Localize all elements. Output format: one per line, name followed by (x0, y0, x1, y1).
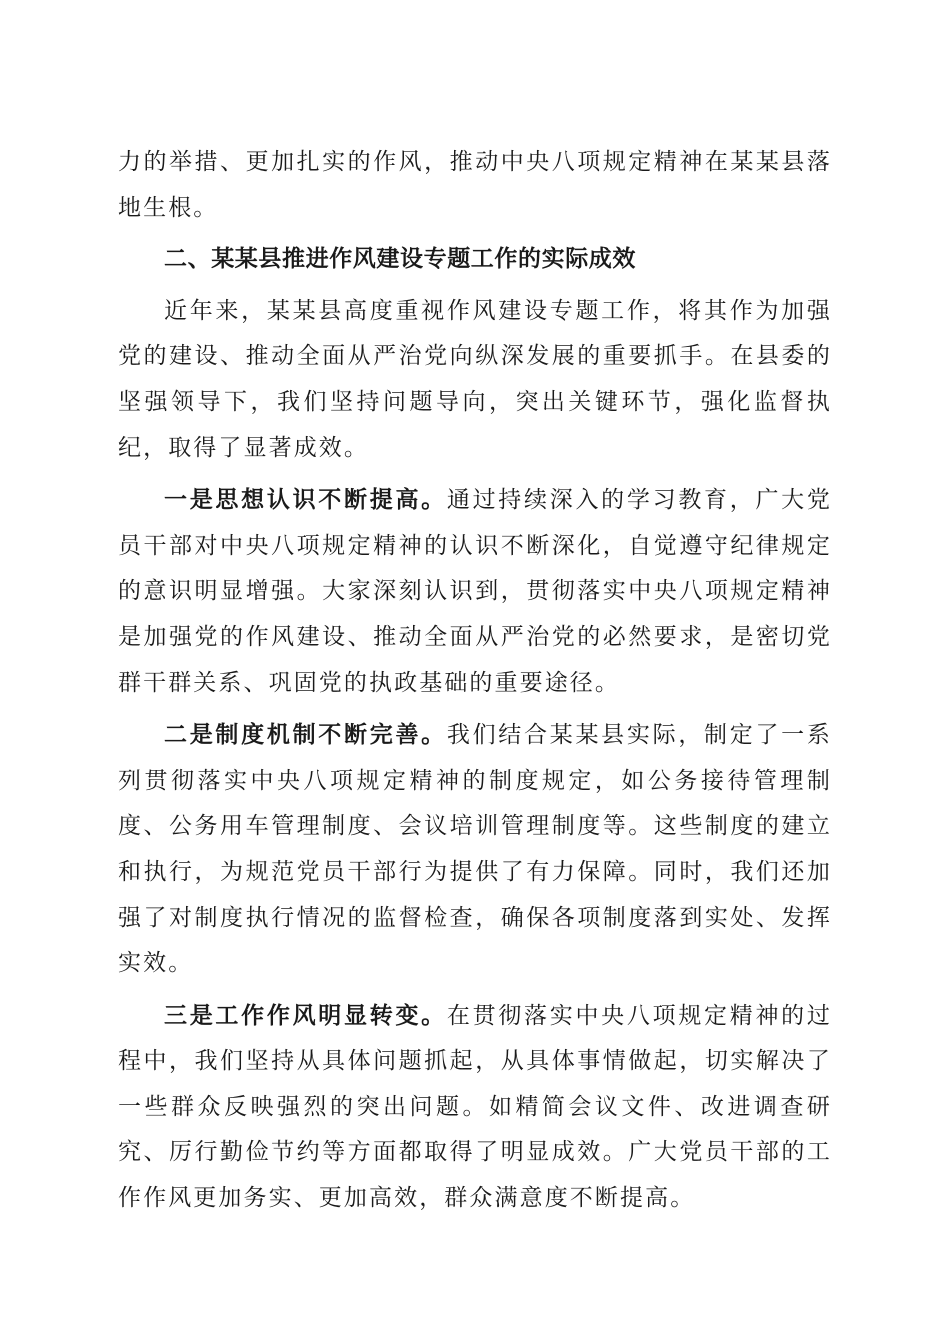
section-heading: 二、某某县推进作风建设专题工作的实际成效 (164, 246, 636, 273)
point-paragraph-1 (118, 477, 832, 706)
document-body (118, 140, 832, 1222)
point-paragraph-2 (118, 712, 832, 987)
point-body-2: 我们结合某某县实际，制定了一系列贯彻落实中央八项规定精神的制度规定，如公务接待管理制度、公务用车管理制度、会议培训管理制度等。这些制度的建立和执行，为规范党员干部行为提供了有力保障。同时，我们还加强了对制度执行情况的监督检查，确保各项制度落到实处、发挥实效。 (118, 722, 832, 977)
point-lead-1: 一是思想认识不断提高。 (164, 486, 447, 514)
point-lead-3: 三是工作作风明显转变。 (164, 1001, 447, 1029)
point-paragraph-3 (118, 993, 832, 1222)
point-body-1: 通过持续深入的学习教育，广大党员干部对中央八项规定精神的认识不断深化，自觉遵守纪律规定的意识明显增强。大家深刻认识到，贯彻落实中央八项规定精神是加强党的作风建设、推动全面从严治党的必然要求，是密切党群干群关系、巩固党的执政基础的重要途径。 (118, 487, 832, 696)
intro-paragraph: 近年来，某某县高度重视作风建设专题工作，将其作为加强党的建设、推动全面从严治党向纵深发展的重要抓手。在县委的坚强领导下，我们坚持问题导向，突出关键环节，强化监督执纪，取得了显著成效。 (118, 297, 832, 461)
point-lead-2: 二是制度机制不断完善。 (164, 721, 447, 749)
point-body-3: 在贯彻落实中央八项规定精神的过程中，我们坚持从具体问题抓起，从具体事情做起，切实解决了一些群众反映强烈的突出问题。如精简会议文件、改进调查研究、厉行勤俭节约等方面都取得了明显成效。广大党员干部的工作作风更加务实、更加高效，群众满意度不断提高。 (118, 1002, 832, 1212)
continuation-paragraph: 力的举措、更加扎实的作风，推动中央八项规定精神在某某县落地生根。 (118, 149, 832, 221)
